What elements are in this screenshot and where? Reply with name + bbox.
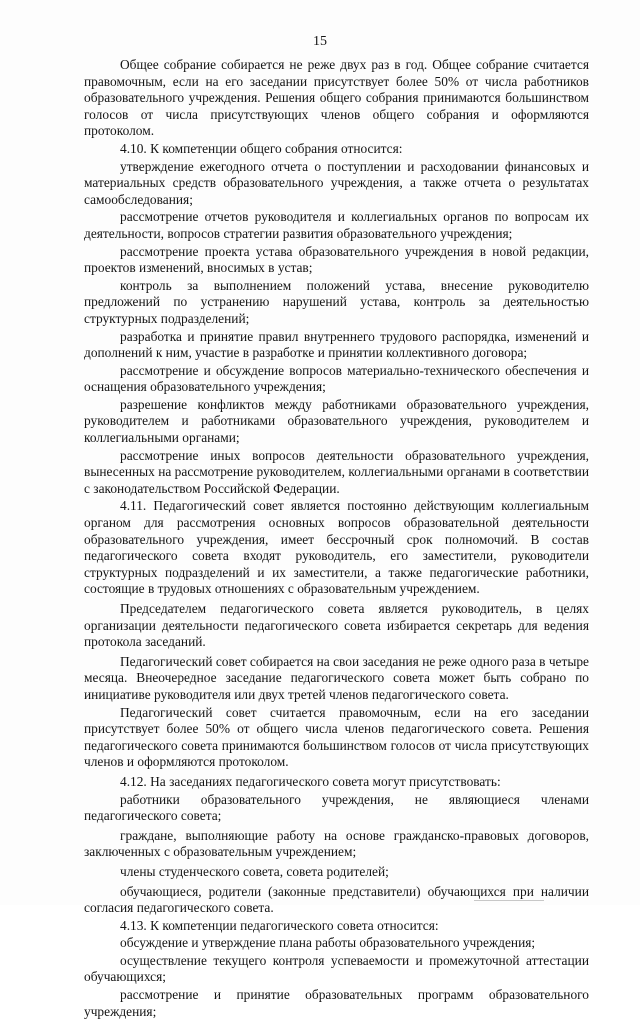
- list-item-charter-draft: рассмотрение проекта устава образовательного учреждения в новой редакции, проектов изменений, вносимых в устав;: [84, 243, 589, 276]
- list-item-educational-programs: рассмотрение и принятие образовательных программ образовательного учреждения;: [84, 987, 589, 1019]
- paragraph-4-13-heading: 4.13. К компетенции педагогического совета относится:: [120, 917, 439, 933]
- paragraph-4-12-heading: 4.12. На заседаниях педагогического совета могут присутствовать:: [120, 773, 501, 789]
- list-item-work-plan: обсуждение и утверждение плана работы образовательного учреждения;: [120, 935, 536, 951]
- list-item-citizens: граждане, выполняющие работу на основе гражданско-правовых договоров, заключенных с образовательным учреждением;: [84, 827, 589, 860]
- list-item-material-support: рассмотрение и обсуждение вопросов материально-технического обеспечения и оснащения образовательного учреждения;: [84, 362, 589, 395]
- list-item-labor-rules: разработка и принятие правил внутреннего трудового распорядка, изменений и дополнений к ним, участие в разработке и принятии коллективного договора;: [84, 328, 589, 361]
- paragraph-council-chair: Председателем педагогического совета является руководитель, в целях организации деятельности педагогического совета избирается секретарь для ведения протокола заседаний.: [84, 601, 589, 650]
- list-item-conflict-resolution: разрешение конфликтов между работниками образовательного учреждения, руководителем и работниками образовательного учреждения, руководителем и коллегиальными органами;: [84, 396, 589, 446]
- list-item-review-reports: рассмотрение отчетов руководителя и коллегиальных органов по вопросам их деятельности, вопросов стратегии развития образовательного учреждения;: [84, 209, 589, 241]
- list-item-student-council: члены студенческого совета, совета родителей;: [120, 863, 389, 879]
- list-item-other-issues: рассмотрение иных вопросов деятельности образовательного учреждения, вынесенных на рассмотрение руководителем, коллегиальными органами в соответствии с законодательством Российской Федерации.: [84, 447, 589, 496]
- list-item-employees: работники образовательного учреждения, не являющиеся членами педагогического совета;: [84, 791, 589, 824]
- list-item-charter-control: контроль за выполнением положений устава, внесение руководителю предложений по устранению нарушений устава, контроль за деятельностью структурных подразделений;: [84, 277, 589, 326]
- paragraph-council-meetings: Педагогический совет собирается на свои заседания не реже одного раза в четыре месяца. Внеочередное заседание педагогического совета может быть собрано по инициативе руководителя или двух третей членов педагогического совета.: [84, 653, 589, 702]
- document-body: [84, 57, 589, 1021]
- list-item-progress-control: осуществление текущего контроля успеваемости и промежуточной аттестации обучающихся;: [84, 952, 589, 985]
- list-item-students-parents: обучающиеся, родители (законные представители) обучающихся при наличии согласия педагогического совета.: [84, 883, 589, 916]
- page-number: 15: [313, 34, 327, 49]
- scan-mark: [474, 900, 544, 901]
- paragraph-council-quorum: Педагогический совет считается правомочным, если на его заседании присутствует более 50% от общего числа членов педагогического совета. Решения педагогического совета принимаются большинством голосов от числа присутствующих членов и оформляются протоколом.: [84, 704, 589, 770]
- paragraph-general-meeting-frequency: Общее собрание собирается не реже двух раз в год. Общее собрание считается правомочным, если на его заседании присутствует более 50% от числа работников образовательного учреждения. Решения общего собрания принимаются большинством голосов от числа присутствующих членов общего собрания и оформляются протоколом.: [84, 57, 589, 139]
- list-item-annual-report: утверждение ежегодного отчета о поступлении и расходовании финансовых и материальных средств образовательного учреждения, а также отчета о результатах самообследования;: [84, 158, 589, 207]
- paragraph-4-10-heading: 4.10. К компетенции общего собрания относится:: [120, 140, 403, 156]
- paragraph-4-11-pedagogical-council: 4.11. Педагогический совет является постоянно действующим коллегиальным органом для рассмотрения основных вопросов образовательной деятельности образовательного учреждения, имеет бессрочный срок полномочий. В состав педагогического совета входят руководитель, его заместители, руководители структурных подразделений и их заместители, а также педагогические работники, состоящие в трудовых отношениях с образовательным учреждением.: [84, 498, 589, 597]
